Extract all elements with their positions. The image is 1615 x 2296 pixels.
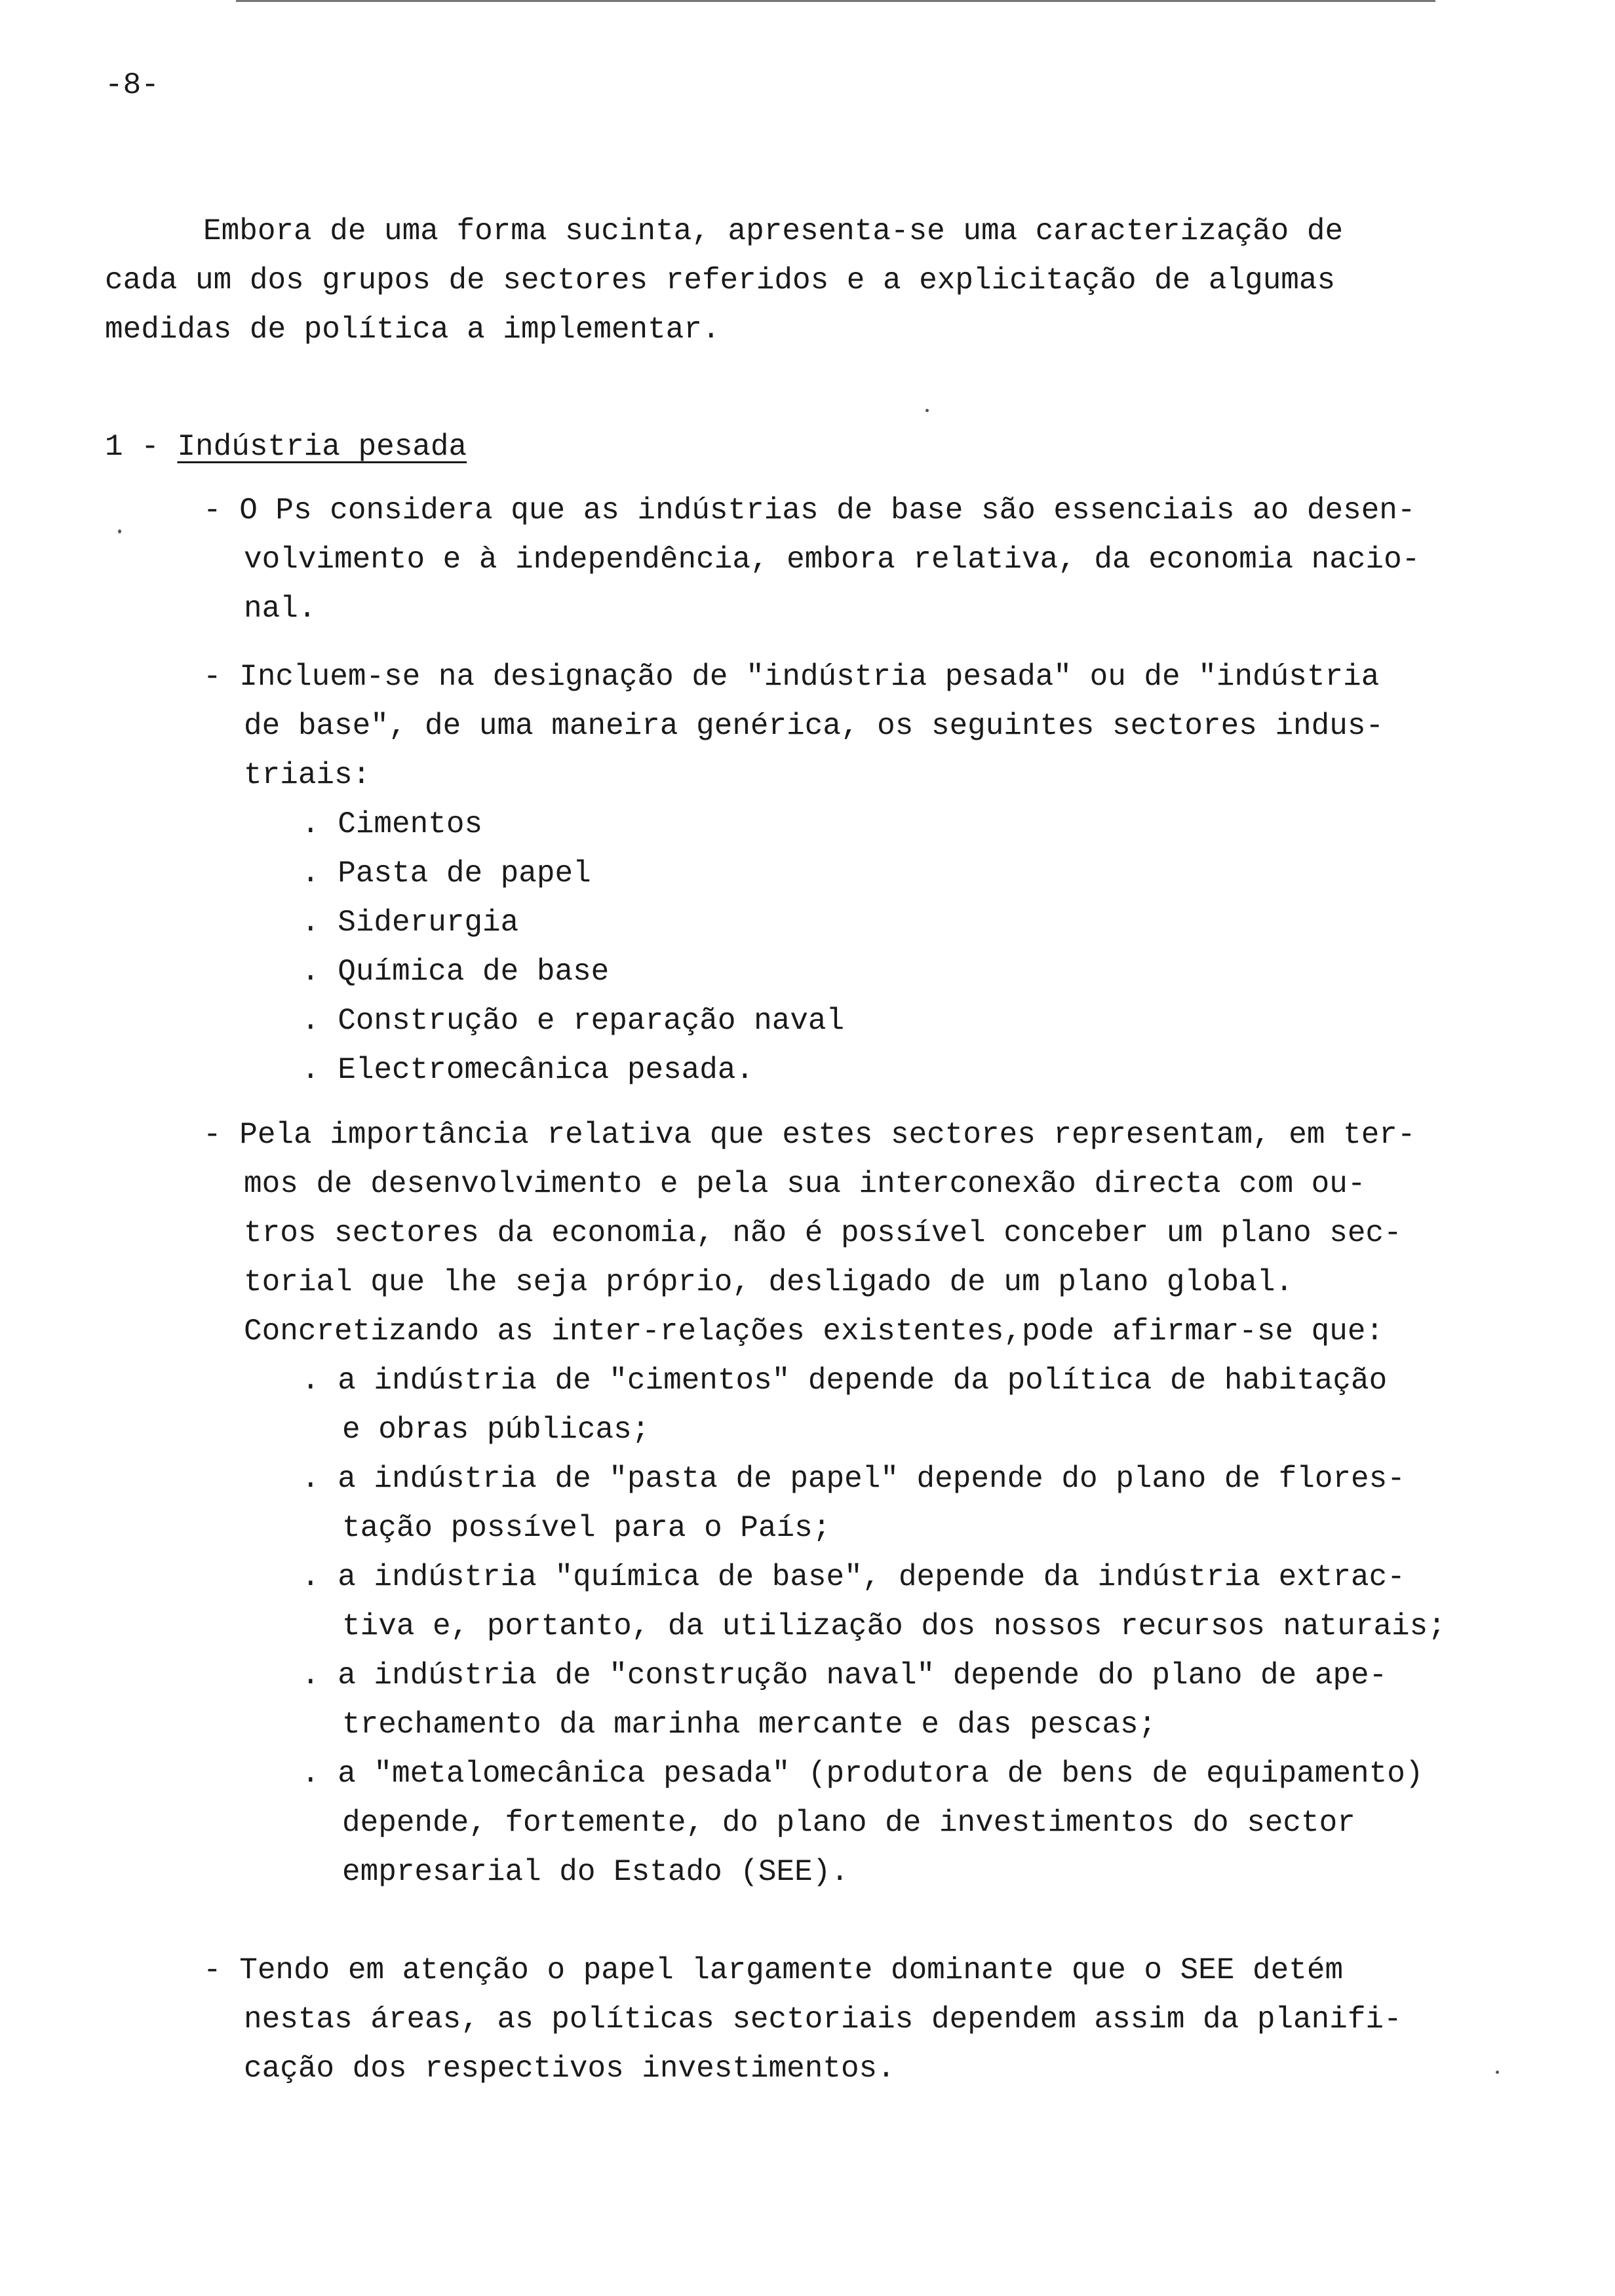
dependency-item-continuation: e obras públicas; [342,1413,650,1447]
paragraph-line: de base", de uma maneira genérica, os seguintes sectores indus- [244,709,1384,743]
paragraph-interrelations [203,1111,1547,1897]
scan-speck [118,529,121,533]
paragraph-line: tros sectores da economia, não é possível conceber um plano sec- [244,1216,1402,1250]
top-rule [236,0,1435,2]
paragraph-line: nal. [244,592,317,626]
paragraph-line: mos de desenvolvimento e pela sua interconexão directa com ou- [244,1167,1366,1201]
paragraph-line: - Pela importância relativa que estes sectores representam, em ter- [203,1118,1416,1152]
paragraph-line: Concretizando as inter-relações existentes,pode afirmar-se que: [244,1314,1384,1349]
dependency-item: . a indústria de "construção naval" depende do plano de ape- [302,1658,1388,1693]
intro-line: cada um dos grupos de sectores referidos e a explicitação de algumas [105,263,1336,297]
sector-item: . Siderurgia [302,906,519,940]
paragraph-line: volvimento e à independência, embora relativa, da economia nacio- [244,543,1420,577]
section-number: 1 [105,430,123,464]
paragraph-see-planning [203,1946,1547,2094]
paragraph-line: cação dos respectivos investimentos. [244,2052,895,2086]
dependency-item-continuation: tação possível para o País; [342,1511,831,1545]
dependency-item-continuation: empresarial do Estado (SEE). [342,1855,849,1889]
sector-item: . Construção e reparação naval [302,1004,845,1038]
paragraph-line: nestas áreas, as políticas sectoriais dependem assim da planifi- [244,2002,1402,2037]
dependency-item: . a indústria de "pasta de papel" depende do plano de flores- [302,1462,1405,1496]
sector-item: . Cimentos [302,807,483,841]
dependency-item: . a indústria "química de base", depende da indústria extrac- [302,1560,1405,1594]
intro-line: medidas de política a implementar. [105,313,720,347]
section-heading [105,423,467,472]
scan-speck [925,409,929,412]
paragraph-line: torial que lhe seja próprio, desligado de um plano global. [244,1265,1294,1299]
paragraph-sectors [203,653,1547,1095]
dependency-item: . a "metalomecânica pesada" (produtora de bens de equipamento) [302,1757,1424,1791]
dependency-item-continuation: tiva e, portanto, da utilização dos nossos recursos naturais; [342,1609,1446,1643]
intro-line: Embora de uma forma sucinta, apresenta-se uma caracterização de [203,214,1344,248]
paragraph-base-industries [203,486,1547,634]
section-dash: - [141,430,159,464]
paragraph-line: - O Ps considera que as indústrias de base são essenciais ao desen- [203,493,1416,527]
dependency-item-continuation: trechamento da marinha mercante e das pescas; [342,1708,1157,1742]
paragraph-line: - Tendo em atenção o papel largamente dominante que o SEE detém [203,1953,1344,1987]
paragraph-line: - Incluem-se na designação de "indústria pesada" ou de "indústria [203,660,1380,694]
section-title: Indústria pesada [177,430,467,464]
paragraph-line: triais: [244,758,371,792]
scan-speck [1496,2071,1499,2074]
sector-item: . Electromecânica pesada. [302,1053,754,1087]
sector-item: . Pasta de papel [302,856,591,890]
dependency-item-continuation: depende, fortemente, do plano de investimentos do sector [342,1806,1355,1840]
sector-list [203,800,1547,1095]
page-number: -8- [105,68,159,102]
dependency-list [203,1356,1547,1897]
intro-paragraph [105,207,1488,354]
sector-item: . Química de base [302,955,610,989]
dependency-item: . a indústria de "cimentos" depende da política de habitação [302,1364,1388,1398]
